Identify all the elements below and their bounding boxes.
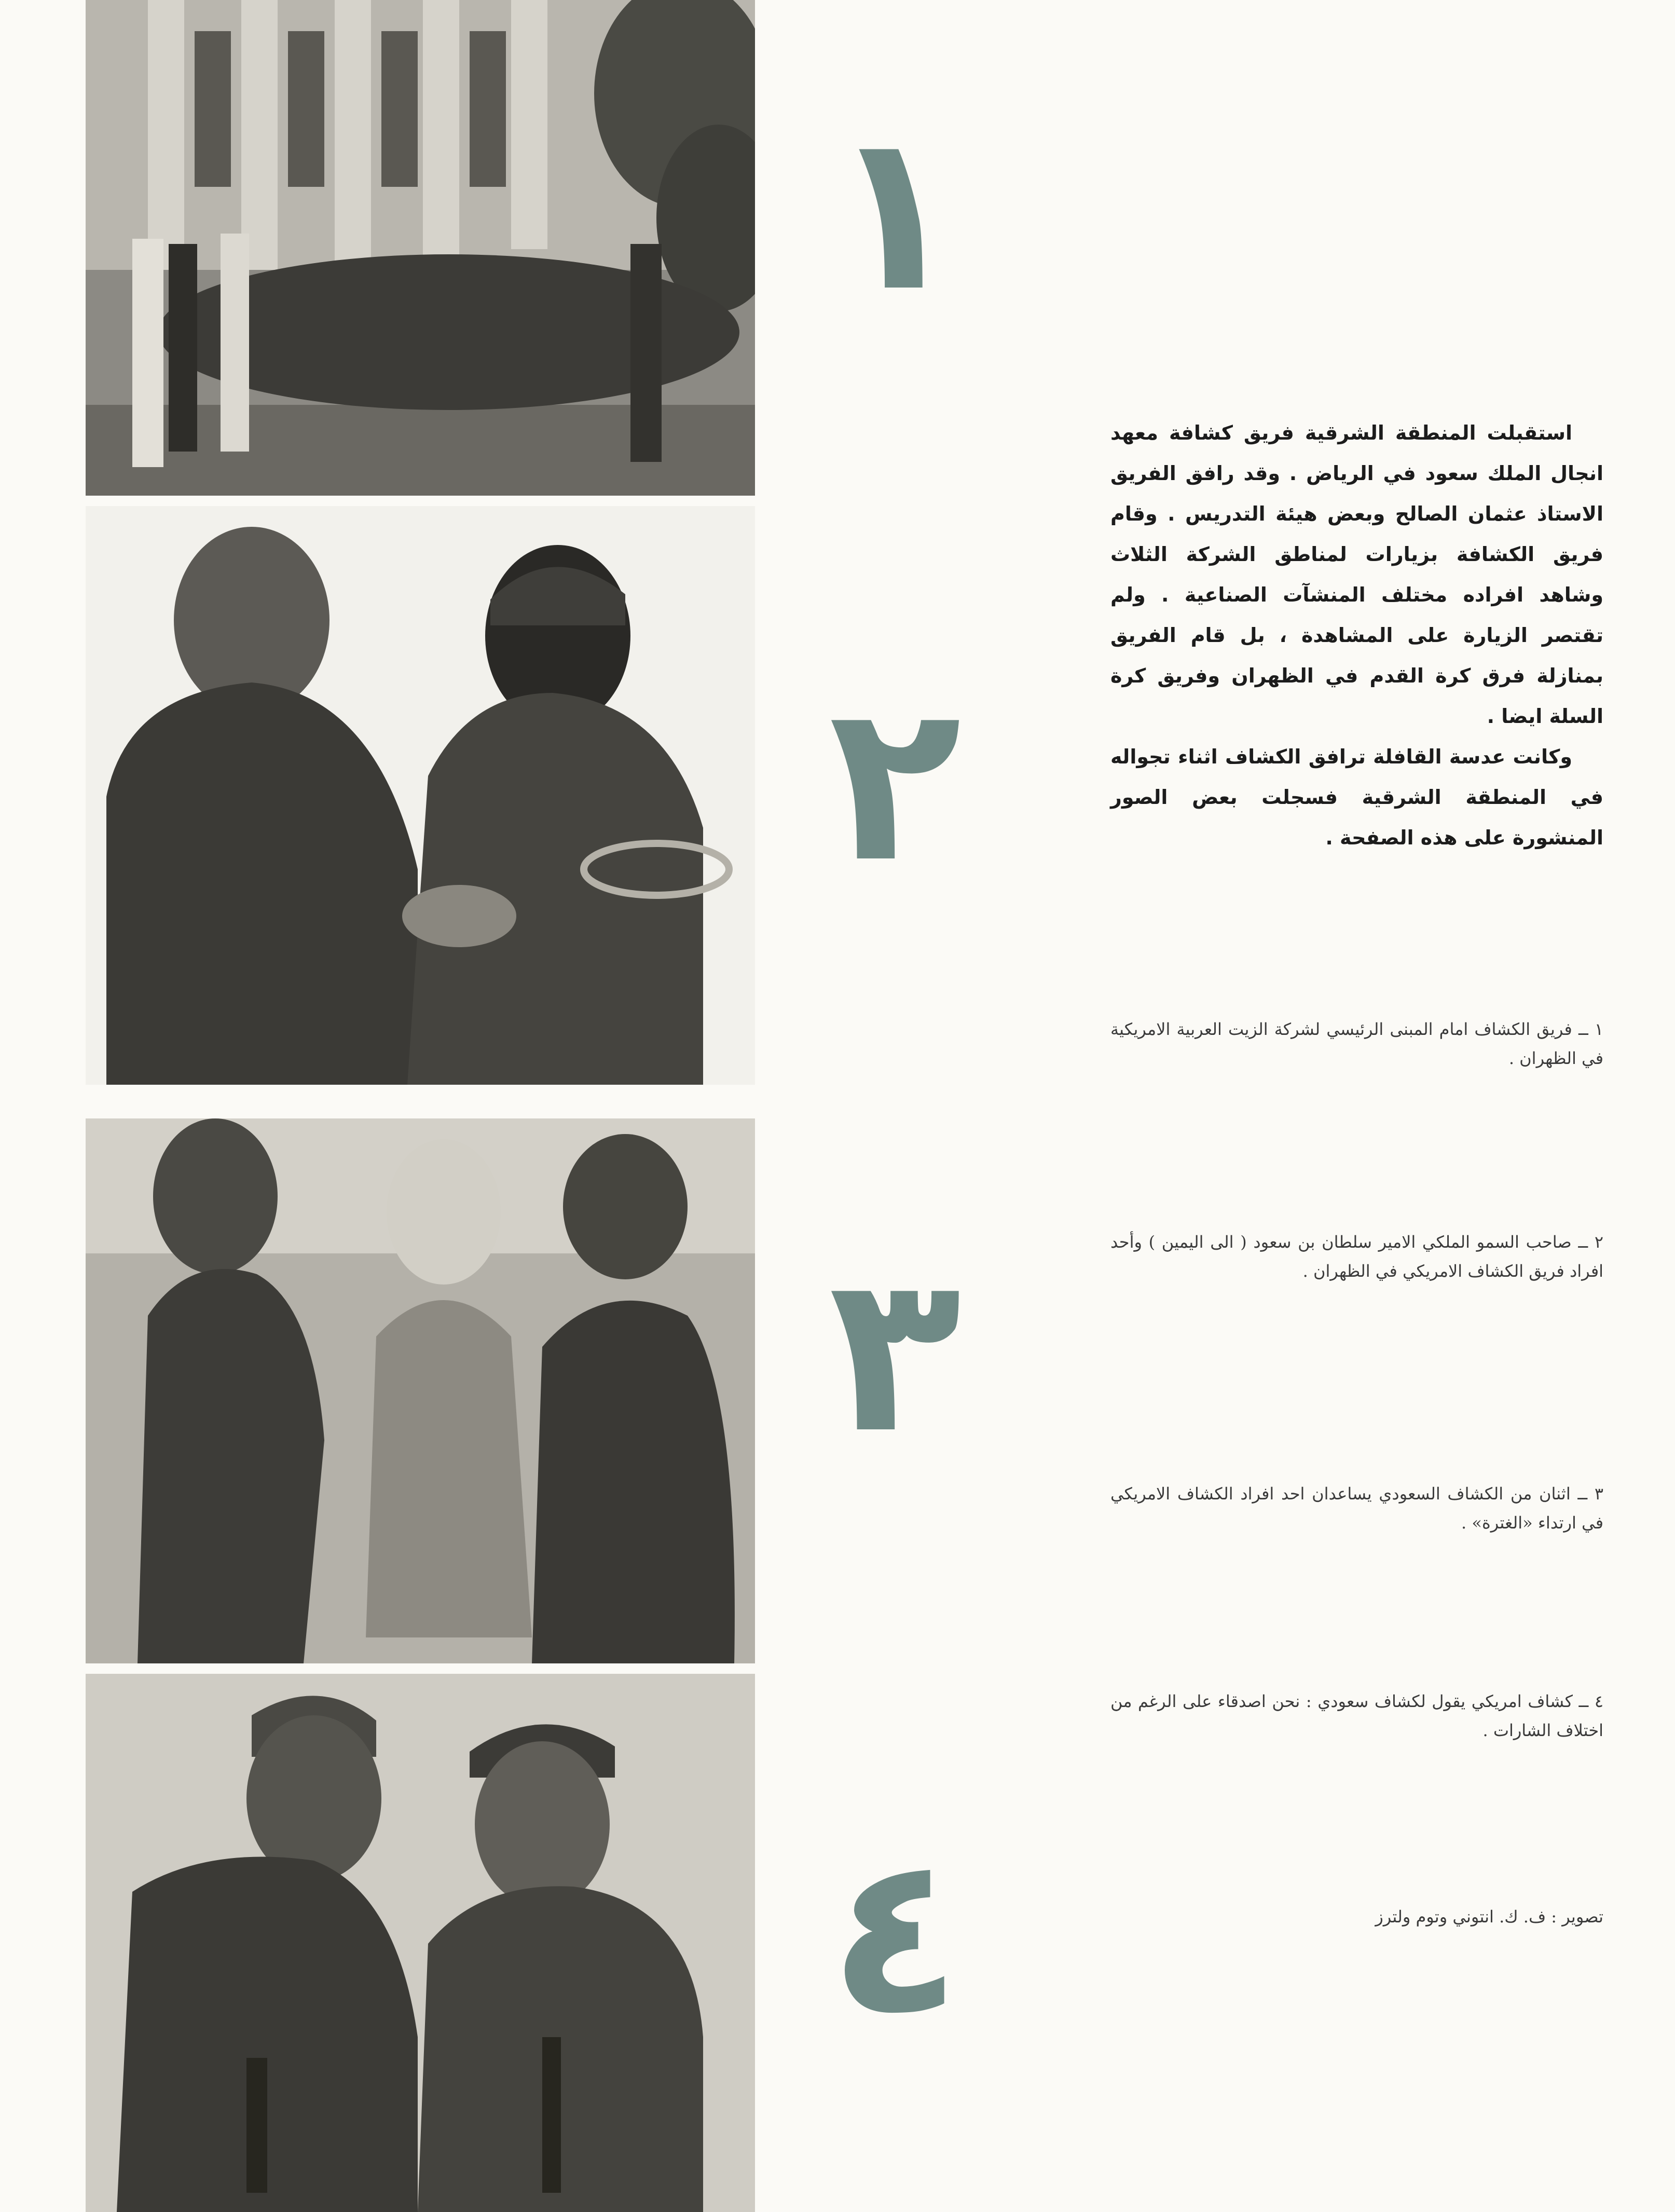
- numeral-2: ٢: [828, 657, 962, 910]
- numeral-1: ١: [828, 86, 962, 339]
- numeral-4: ٤: [828, 1809, 962, 2063]
- photo-handshake: [86, 506, 755, 1085]
- photo-credit: تصوير : ف. ك. انتوني وتوم ولترز: [1375, 1907, 1603, 1927]
- intro-paragraph-2: وكانت عدسة القافلة ترافق الكشاف اثناء تجواله في المنطقة الشرقية فسجلت بعض الصور المنشورة على هذه الصفحة .: [1110, 745, 1603, 849]
- article-intro: [1110, 413, 1603, 858]
- photo-group-scouts: [86, 0, 755, 496]
- photo-scouts-ghutra-icon: [86, 1118, 755, 1663]
- caption-4: ٤ ــ كشاف امريكي يقول لكشاف سعودي : نحن اصدقاء على الرغم من اختلاف الشارات .: [1110, 1691, 1603, 1740]
- group-photo-scouts-building-icon: [86, 0, 755, 496]
- photo-ghutra: [86, 1118, 755, 1663]
- photo-handshake-scouts-icon: [86, 506, 755, 1085]
- caption-3: ٣ ــ اثنان من الكشاف السعودي يساعدان احد افراد الكشاف الامريكي في ارتداء «الغترة» .: [1110, 1484, 1603, 1533]
- caption-1: ١ ــ فريق الكشاف امام المبنى الرئيسي لشركة الزيت العربية الامريكية في الظهران .: [1110, 1019, 1604, 1068]
- numeral-3: ٣: [828, 1227, 962, 1481]
- photo-two-scouts: [86, 1674, 755, 2212]
- photo-two-scouts-talking-icon: [86, 1674, 755, 2212]
- intro-paragraph-1: استقبلت المنطقة الشرقية فريق كشافة معهد انجال الملك سعود في الرياض . وقد رافق الفريق الاستاذ عثمان الصالح وبعض هيئة التدريس . وقام فريق الكشافة بزيارات لمناطق الشركة الثلاث وشاهد افراده مختلف المنشآت الصناعية . ولم تقتصر الزيارة على المشاهدة ، بل قام الفريق بمنازلة فرق كرة القدم في الظهران وفريق كرة السلة ايضا .: [1110, 421, 1603, 728]
- caption-2: ٢ ــ صاحب السمو الملكي الامير سلطان بن سعود ( الى اليمين ) وأحد افراد فريق الكشاف الامريكي في الظهران .: [1110, 1232, 1603, 1281]
